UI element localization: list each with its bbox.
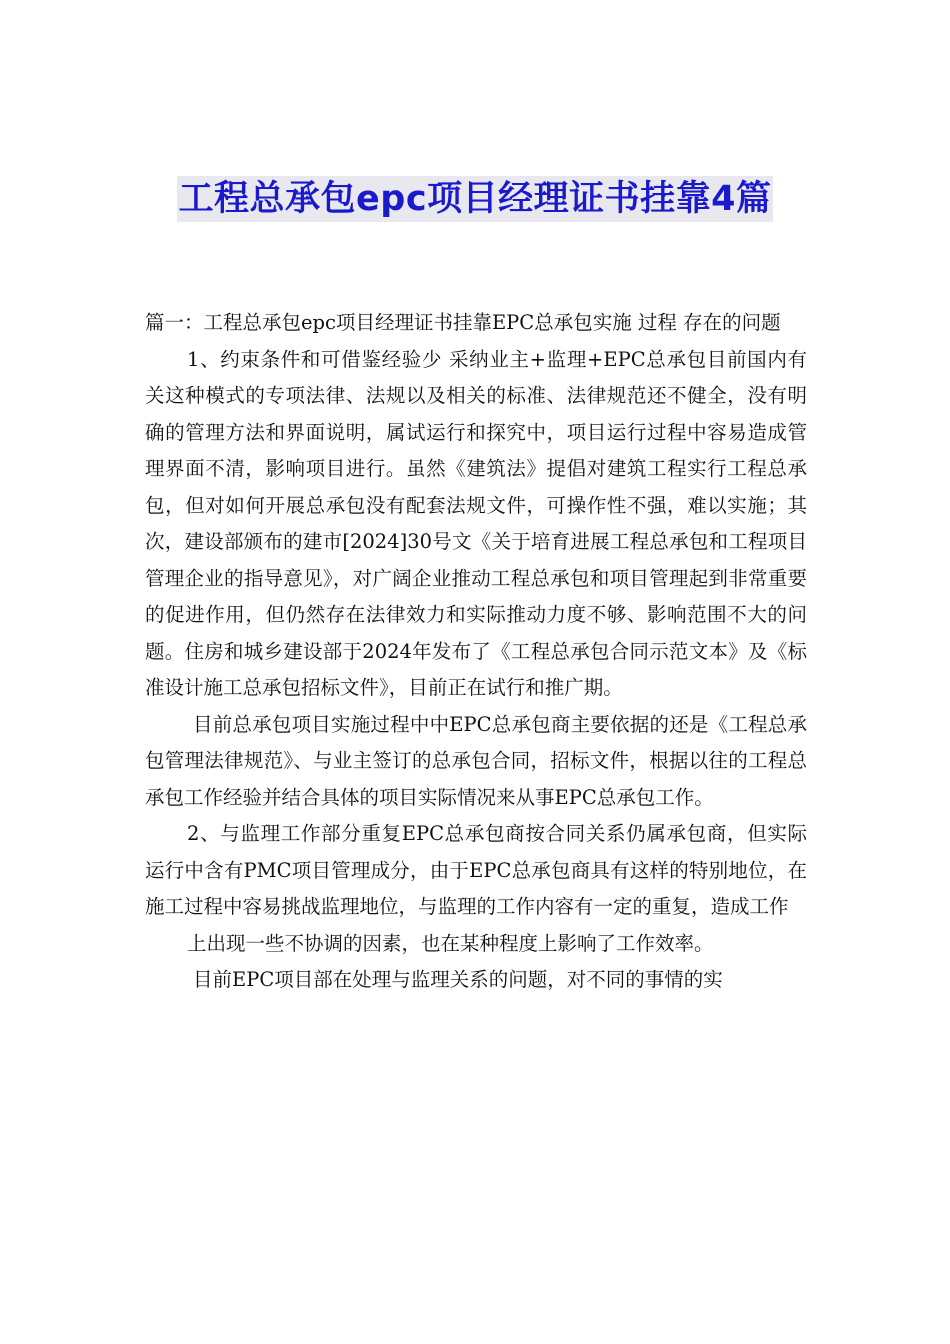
paragraph: 1、约束条件和可借鉴经验少 采纳业主+监理+EPC总承包目前国内有关这种模式的专项法律、法规以及相关的标准、法律规范还不健全，没有明确的管理方法和界面说明，属试运行和探究中，项目运行过程中容易造成管理界面不清，影响项目进行。虽然《建筑法》提倡对建筑工程实行工程总承包，但对如何开展总承包没有配套法规文件，可操作性不强，难以实施；其次，建设部颁布的建市[2024]30号文《关于培育进展工程总承包和工程项目管理企业的指导意见》，对广阔企业推动工程总承包和项目管理起到非常重要的促进作用，但仍然存在法律效力和实际推动力度不够、影响范围不大的问题。住房和城乡建设部于2024年发布了《工程总承包合同示范文本》及《标准设计施工总承包招标文件》，目前正在试行和推广期。 xyxy=(145,347,807,699)
paragraph: 2、与监理工作部分重复EPC总承包商按合同关系仍属承包商，但实际运行中含有PMC项目管理成分，由于EPC总承包商具有这样的特别地位，在施工过程中容易挑战监理地位，与监理的工作内容有一定的重复，造成工作 xyxy=(145,822,807,918)
paragraph-heading: 篇一：工程总承包epc项目经理证书挂靠EPC总承包实施 过程 存在的问题 xyxy=(145,311,781,334)
paragraph: 上出现一些不协调的因素，也在某种程度上影响了工作效率。 xyxy=(187,931,714,955)
document-body xyxy=(145,305,807,999)
title-container xyxy=(0,176,950,222)
paragraph: 目前总承包项目实施过程中中EPC总承包商主要依据的还是《工程总承包管理法律规范》、与业主签订的总承包合同，招标文件，根据以往的工程总承包工作经验并结合具体的项目实际情况来从事EPC总承包工作。 xyxy=(145,712,807,809)
document-title: 工程总承包epc项目经理证书挂靠4篇 xyxy=(177,176,774,222)
paragraph: 目前EPC项目部在处理与监理关系的问题，对不同的事情的实 xyxy=(193,968,723,991)
